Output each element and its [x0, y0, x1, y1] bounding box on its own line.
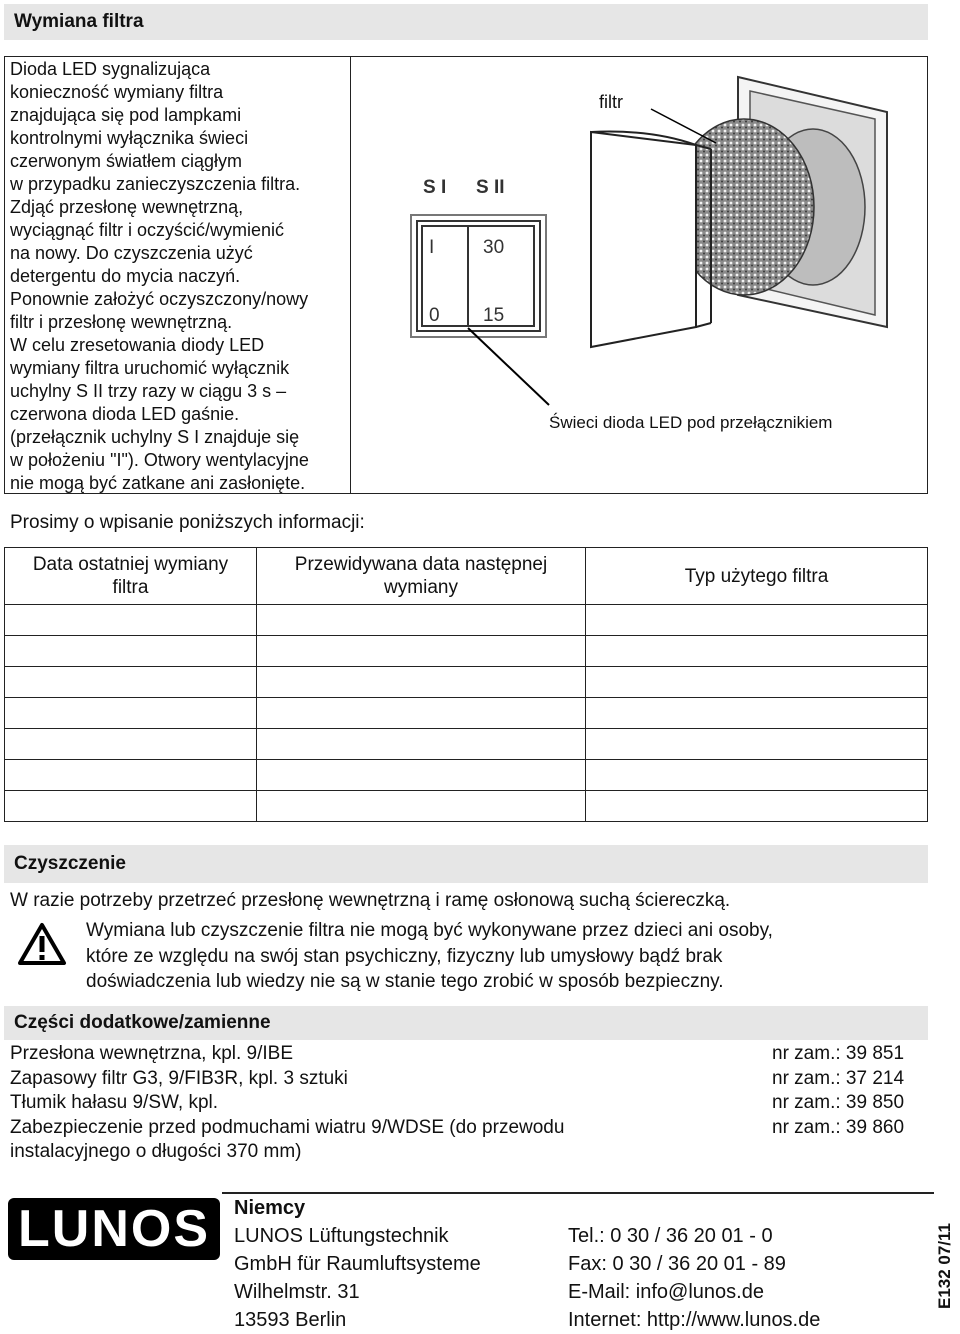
- section-heading-cleaning: Czyszczenie: [4, 845, 928, 883]
- switch-s1-off: 0: [429, 305, 440, 326]
- part-item: [10, 1116, 922, 1165]
- table-cell[interactable]: [586, 698, 928, 729]
- instruction-line: Zdjąć przesłonę wewnętrzną,: [10, 197, 244, 217]
- table-cell[interactable]: [257, 667, 586, 698]
- footer-company-line2: GmbH für Raumluftsysteme: [234, 1253, 481, 1275]
- instruction-line: wyciągnąć filtr i oczyścić/wymienić: [10, 220, 285, 240]
- filter-log-table: [4, 547, 928, 822]
- table-cell[interactable]: [5, 729, 257, 760]
- table-cell[interactable]: [257, 698, 586, 729]
- part-item: [10, 1091, 922, 1116]
- switch-s2-30: 30: [483, 237, 505, 258]
- part-order-number: nr zam.: 39 860: [772, 1116, 905, 1138]
- instruction-line: wymiany filtra uruchomić wyłącznik: [10, 358, 290, 378]
- warning-line: Wymiana lub czyszczenie filtra nie mogą być wykonywane przez dzieci ani osoby,: [86, 920, 773, 941]
- instruction-line: w położeniu "I"). Otwory wentylacyjne: [10, 450, 309, 470]
- led-caption: Świeci dioda LED pod przełącznikiem: [549, 413, 833, 432]
- table-row: [5, 698, 928, 729]
- table-cell[interactable]: [586, 729, 928, 760]
- instruction-line: na nowy. Do czyszczenia użyć: [10, 243, 253, 263]
- table-cell[interactable]: [5, 698, 257, 729]
- table-cell[interactable]: [5, 760, 257, 791]
- footer-city: 13593 Berlin: [234, 1309, 347, 1331]
- footer-tel: Tel.: 0 30 / 36 20 01 - 0: [568, 1225, 773, 1247]
- instruction-line: czerwonym światłem ciągłym: [10, 151, 243, 171]
- switch-label-s2: S II: [476, 177, 505, 198]
- header-next-change-date: Przewidywana data następnej wymiany: [257, 548, 586, 605]
- switch-label-s1: S I: [423, 177, 447, 198]
- instruction-line: czerwona dioda LED gaśnie.: [10, 404, 240, 424]
- footer-internet[interactable]: Internet: http://www.lunos.de: [568, 1309, 821, 1331]
- footer-street: Wilhelmstr. 31: [234, 1281, 360, 1303]
- parts-list: [10, 1042, 922, 1165]
- instruction-line: W celu zresetowania diody LED: [10, 335, 265, 355]
- table-cell[interactable]: [257, 605, 586, 636]
- table-cell[interactable]: [586, 791, 928, 822]
- section-heading-parts: Części dodatkowe/zamienne: [4, 1006, 928, 1040]
- table-cell[interactable]: [5, 605, 257, 636]
- table-cell[interactable]: [5, 636, 257, 667]
- instruction-line: nie mogą być zatkane ani zasłonięte.: [10, 473, 306, 493]
- table-row: [5, 605, 928, 636]
- part-name: Zabezpieczenie przed podmuchami wiatru 9/WDSE (do przewodu instalacyjnego o długości 370 mm): [10, 1116, 565, 1162]
- cleaning-text: W razie potrzeby przetrzeć przesłonę wewnętrzną i ramę osłonową suchą ściereczką.: [10, 890, 731, 911]
- part-name: Przesłona wewnętrzna, kpl. 9/IBE: [10, 1043, 294, 1064]
- table-cell[interactable]: [257, 760, 586, 791]
- table-cell[interactable]: [257, 636, 586, 667]
- table-row: [5, 760, 928, 791]
- part-order-number: nr zam.: 39 851: [772, 1043, 905, 1064]
- warning-line: które ze względu na swój stan psychiczny, fizyczny lub umysłowy bądź brak: [86, 945, 723, 967]
- switch-s1-on: I: [429, 237, 435, 258]
- switch-s2-15: 15: [483, 305, 505, 326]
- filter-pointer-line: [651, 109, 716, 143]
- header-last-change-date: Data ostatniej wymiany filtra: [5, 548, 257, 605]
- filter-label: filtr: [599, 92, 623, 112]
- section-heading-filter: Wymiana filtra: [4, 4, 928, 40]
- table-row: [5, 791, 928, 822]
- header-filter-type: Typ użytego filtra: [586, 548, 928, 605]
- part-order-number: nr zam.: 39 850: [772, 1092, 905, 1113]
- instruction-line: Dioda LED sygnalizująca: [10, 59, 211, 79]
- table-cell[interactable]: [586, 605, 928, 636]
- part-item: [10, 1042, 922, 1067]
- instruction-line: konieczność wymiany filtra: [10, 82, 224, 102]
- instruction-line: (przełącznik uchylny S I znajduje się: [10, 427, 300, 447]
- device-illustration: [351, 57, 927, 493]
- table-cell[interactable]: [5, 667, 257, 698]
- table-cell[interactable]: [586, 667, 928, 698]
- instruction-line: w przypadku zanieczyszczenia filtra.: [10, 174, 301, 194]
- warning-line: doświadczenia lub wiedzy nie są w stanie tego zrobić w sposób bezpieczny.: [86, 971, 724, 992]
- led-pointer-line: [468, 328, 549, 405]
- inner-cover: [591, 132, 696, 347]
- footer-country: Niemcy: [234, 1197, 306, 1219]
- document-code: E132 07/11: [935, 1222, 954, 1310]
- lunos-logo: LUNOS: [8, 1198, 220, 1260]
- table-row: [5, 729, 928, 760]
- instruction-line: kontrolnymi wyłącznika świeci: [10, 128, 249, 148]
- table-cell[interactable]: [586, 636, 928, 667]
- table-cell[interactable]: [5, 791, 257, 822]
- instruction-line: detergentu do mycia naczyń.: [10, 266, 241, 286]
- footer-company-line1: LUNOS Lüftungstechnik: [234, 1225, 449, 1247]
- instruction-line: uchylny S II trzy razy w ciągu 3 s –: [10, 381, 287, 401]
- instruction-line: filtr i przesłonę wewnętrzną.: [10, 312, 233, 332]
- table-cell[interactable]: [257, 791, 586, 822]
- warning-icon: [17, 922, 67, 966]
- table-cell[interactable]: [586, 760, 928, 791]
- instructions-text: [10, 58, 350, 495]
- table-prompt: Prosimy o wpisanie poniższych informacji:: [10, 512, 365, 533]
- instruction-line: Ponownie założyć oczyszczony/nowy: [10, 289, 309, 309]
- footer-fax: Fax: 0 30 / 36 20 01 - 89: [568, 1253, 786, 1275]
- table-row: [5, 667, 928, 698]
- warning-text: [86, 918, 773, 995]
- part-item: [10, 1067, 922, 1092]
- part-order-number: nr zam.: 37 214: [772, 1067, 905, 1089]
- part-name: Tłumik hałasu 9/SW, kpl.: [10, 1092, 219, 1113]
- footer-email[interactable]: E-Mail: info@lunos.de: [568, 1281, 764, 1303]
- table-row: [5, 636, 928, 667]
- part-name: Zapasowy filtr G3, 9/FIB3R, kpl. 3 sztuki: [10, 1067, 348, 1089]
- table-cell[interactable]: [257, 729, 586, 760]
- instruction-line: znajdująca się pod lampkami: [10, 105, 242, 125]
